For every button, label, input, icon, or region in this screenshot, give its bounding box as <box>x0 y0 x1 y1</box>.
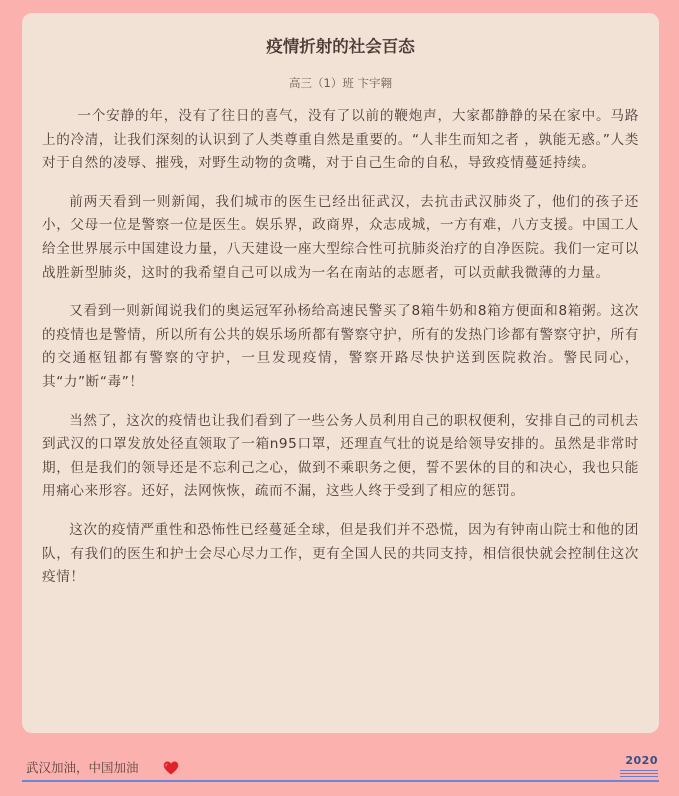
article-paragraph: 这次的疫情严重性和恐怖性已经蔓延全球，但是我们并不恐慌，因为有钟南山院士和他的团队，有我们的医生和护士会尽心尽力工作，更有全国人民的共同支持，相信很快就会控制住这次疫情！ <box>42 521 639 586</box>
article-card <box>22 13 659 733</box>
article-paragraph: 一个安静的年，没有了往日的喜气，没有了以前的鞭炮声，大家都静静的呆在家中。马路上的冷清，让我们深刻的认识到了人类尊重自然是重要的。“人非生而知之者 ，孰能无惑。”人类对于自然的凌辱、摧残，对野生动物的贪嘴，对于自己生命的自私，导致疫情蔓延持续。 <box>42 108 639 172</box>
article-paragraph: 又看到一则新闻说我们的奥运冠军孙杨给高速民警买了8箱牛奶和8箱方便面和8箱粥。这次的疫情也是警情，所以所有公共的娱乐场所都有警察守护，所有的发热门诊都有警察守护，所有的交通枢钮都有警察的守护，一旦发现疫情，警察开路尽快护送到医院救治。警民同心，其“力”断“毒”！ <box>42 303 639 390</box>
article-paragraph: 当然了，这次的疫情也让我们看到了一些公务人员利用自己的职权便利，安排自己的司机去到武汉的口罩发放处径直领取了一箱n95口罩，还理直气壮的说是给领导安排的。虽然是非常时期，但是我们的领导还是不忘利己之心，做到不乘职务之便，誓不罢休的目的和决心，我也只能用痛心来形容。还好，法网恢恢，疏而不漏，这些人终于受到了相应的惩罚。 <box>42 412 639 500</box>
article-body <box>42 105 639 590</box>
year-underline <box>620 770 658 780</box>
heart-icon <box>163 760 179 776</box>
footer-divider <box>22 780 659 782</box>
footer-slogan: 武汉加油，中国加油 <box>26 760 139 775</box>
year-label: 2020 <box>625 754 658 767</box>
article-title: 疫情折射的社会百态 <box>266 37 415 56</box>
article-paragraph: 前两天看到一则新闻，我们城市的医生已经出征武汉，去抗击武汉肺炎了，他们的孩子还小，父母一位是警察一位是医生。娱乐界，政商界，众志成城，一方有难，八方支援。中国工人给全世界展示中国建设力量，八天建设一座大型综合性可抗肺炎治疗的自净医院。我们一定可以战胜新型肺炎，这时的我希望自己可以成为一名在南站的志愿者，可以贡献我微薄的力量。 <box>42 193 639 281</box>
article-byline: 高三（1）班 卞宇翱 <box>289 76 392 90</box>
